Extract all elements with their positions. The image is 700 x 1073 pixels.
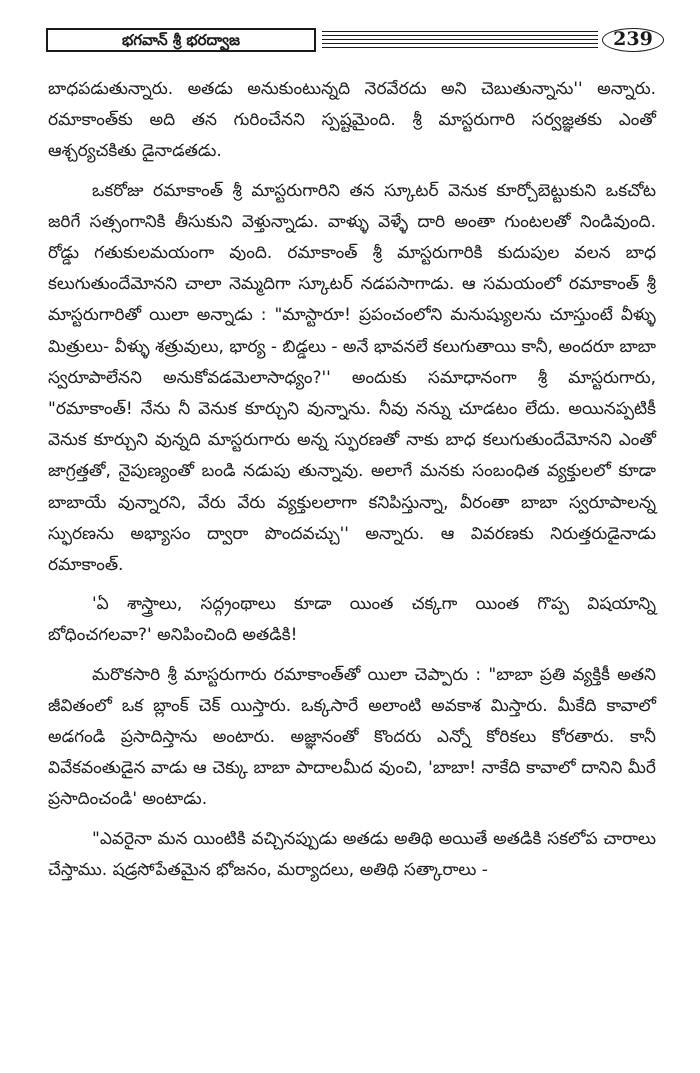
paragraph-5: "ఎవరైనా మన యింటికి వచ్చినప్పుడు అతడు అతిథి అయితే అతడికి సకలోప చారాలు చేస్తాము. షడ్రసోపేతమైన భోజనం, మర్యాదలు, అతిథి సత్కారాలు - (48, 828, 656, 880)
paragraph-1: బాధపడుతున్నారు. అతడు అనుకుంటున్నది నెరవేరదు అని చెబుతున్నాను'' అన్నారు. రమాకాంత్‌కు అది తన గురించేనని స్పష్టమైంది. శ్రీ మాస్టరుగారి సర్వజ్ఞతకు ఎంతో ఆశ్చర్యచకితు డైనాడతడు. (48, 79, 656, 162)
header-rules (322, 31, 598, 49)
page-number: 239 (602, 28, 664, 52)
book-title: భగవాన్ శ్రీ భరద్వాజ (46, 28, 316, 52)
running-header (46, 28, 658, 54)
paragraph-2: ఒకరోజు రమాకాంత్ శ్రీ మాస్టరుగారిని తన స్కూటర్ వెనుక కూర్చోబెట్టుకుని ఒకచోట జరిగే సత్సంగానికి తీసుకుని వెళ్తున్నాడు. వాళ్ళు వెళ్ళే దారి అంతా గుంటలతో నిండివుంది. రోడ్డు గతుకులమయంగా వుంది. రమాకాంత్ శ్రీ మాస్టరుగారికి కుదుపుల వలన బాధ కలుగుతుందేమోనని చాలా నెమ్మదిగా స్కూటర్ నడపసాగాడు. ఆ సమయంలో రమాకాంత్ శ్రీ మాస్టరుగారితో యిలా అన్నాడు : "మాస్టారూ! ప్రపంచంలోని మనుష్యులను చూస్తుంటే వీళ్ళు మిత్రులు- వీళ్ళు శత్రువులు, భార్య - బిడ్డలు - అనే భావనలే కలుగుతాయి కానీ, అందరూ బాబా స్వరూపాలేనని అనుకోవడమెలాసాధ్యం?'' అందుకు సమాధానంగా శ్రీ మాస్టరుగారు, "రమాకాంత్! నేను నీ వెనుక కూర్చుని వున్నాను. నీవు నన్ను చూడటం లేదు. అయినప్పటికీ వెనుక కూర్చుని వున్నది మాస్టరుగారు అన్న స్ఫురణతో నాకు బాధ కలుగుతుందేమోనని ఎంతో జాగ్రత్తతో, నైపుణ్యంతో బండి నడుపు తున్నావు. అలాగే మనకు సంబంధిత వ్యక్తులలో కూడా బాబాయే వున్నారని, వేరు వేరు వ్యక్తులలాగా కనిపిస్తున్నా, వీరంతా బాబా స్వరూపాలన్న స్ఫురణను అభ్యాసం ద్వారా పొందవచ్చు'' అన్నారు. ఆ వివరణకు నిరుత్తరుడైనాడు రమాకాంత్. (48, 180, 656, 576)
paragraph-4: మరొకసారి శ్రీ మాస్టరుగారు రమాకాంత్‌తో యిలా చెప్పారు : "బాబా ప్రతి వ్యక్తికీ అతని జీవితంలో ఒక బ్లాంక్ చెక్ యిస్తారు. ఒక్కసారే అలాంటి అవకాశ మిస్తారు. మీకేది కావాలో అడగండి ప్రసాదిస్తాను అంటారు. అజ్ఞానంతో కొందరు ఎన్నో కోరికలు కోరతారు. కానీ వివేకవంతుడైన వాడు ఆ చెక్కు బాబా పాదాలమీద వుంచి, 'బాబా! నాకేది కావాలో దానిని మీరే ప్రసాదించండి' అంటాడు. (48, 664, 656, 810)
page-body (48, 74, 656, 894)
paragraph-3: 'ఏ శాస్త్రాలు, సద్గ్రంథాలు కూడా యింత చక్కగా యింత గొప్ప విషయాన్ని బోధించగలవా?' అనిపించింది అతడికి! (48, 594, 656, 646)
